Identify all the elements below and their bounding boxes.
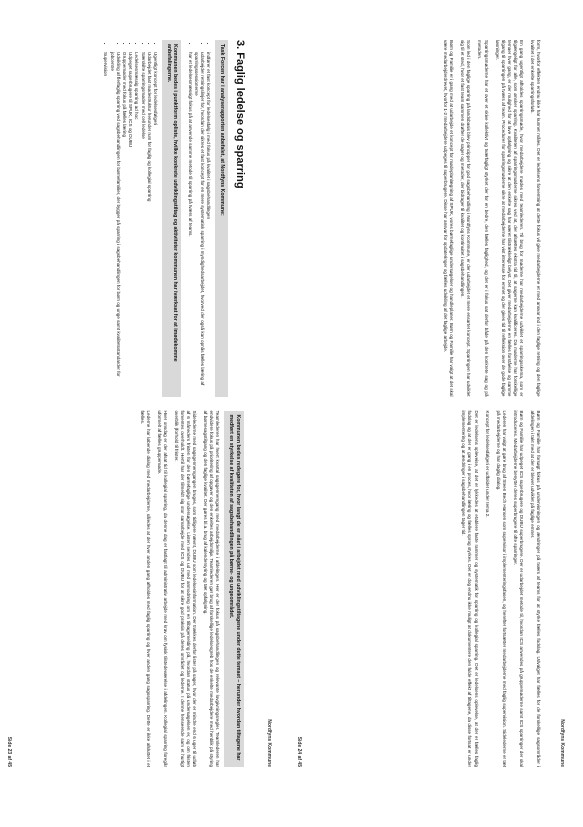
activity-bullet-list [102,40,158,397]
list-item: • Udpeget superbrugere til SPUK, ICS og DUBU [127,52,133,397]
list-item: • Udarbejdet fast mødestruktur herunder rum for faglig og kollegial sparring [146,52,152,397]
body-paragraph: En gang ugentligt afholdes sparringsmøde, hvor medarbejdere mødes med teamlederen. Til brug for møderne har medarbejderne udviklet et sparringsskema, som er tilgængeligt for alle, som ønsker sparring. Kvaliteten af sparringsmøderne sikres ved at, der afsættes ekstra tid til, at sagerne kan kvalificeres. Da møderne har forskellige temaer hver gang, er der mulighed for at lave opfølgning og sikre at den enkelte sag har været tilstrækkeligt belyst. Det giver medarbejderne en fælles forståelse og samme tilgang til sparringen på tværs af team. Procedurer for sparringsmøderne sikre at medarbejderne har vist interesse for emnet og der gives tid til refleksion over de gode faglige løsninger. [494,40,524,397]
list-item: • Ledelsesmæssig sparring ad hoc [133,52,139,397]
body-paragraph: Sparringsmøderne har et over et skive kollektivt og tværfagligt styrket der for en bedre, den fælles faglighed, og det er i fokus sat derfor både på den konkrete sag og på metoden. [477,40,489,397]
body-paragraph: Hver onsdag er der afsat tid til kollegial sparring, da denne dag er fastlagt til administrativ arbejde med krav om fysisk tilstedeværelse i afdelingen. Kollegial sparring foregår uformelt af fælles gruppemøde. [157,410,169,767]
list-item: • Udvikling af flerfaglig sparring ved sagsbehandlingen for børnefamilier, der bygger på sparring i sagsbehandlingen for børn og unge samt kvalitetsstandarder for jobcentre [109,52,121,397]
section-title: 3. Faglig ledelse og sparring [234,40,246,189]
right-page-column-1 [437,40,541,397]
body-paragraph: Sidelederne med sagsgennemgangen bruges, som tidligere nævnt, DUBU som ledelsesinformation. Der trækkes derfor lister på sager, hvor der er mindre end 6 uger til udløb af 6 måneders fristen for den børnefaglige undersøgelse. Listen sendes ud med anmodning om en tilbagemelding på, hvordan status på undersøgelsen er, og om fristen forventes overholdt. Hertil har der tilmeldt sig stor samarbejde med ICS og DUBU for at sikre god praksis på deres området og lederne. I denne henseende sam et hurtigt overblik (forhold til frister. [174,410,198,767]
body-paragraph: Børn og Familie er i gang med at udarbejde et koncept for mødeplanlægning af SPUK, vores børnefaglige undersøgelser og handleplaner. Børn og Familie har valgt at det skal være medarbejderdrevet, hvorfor 1-2 medarbejdere udpeges til superbrugere. Disse har ansvar for opdateringer og fælles udvikling af det faglige arbejde. [443,40,455,397]
list-item: • indfører et fast koncept for ledelsesfølg i med fokus på kvalitet i sagsbehandlingen [205,52,211,397]
body-paragraph: Børn og Familie har udpeget ICS superbrugere og DUBU superbrugere. Der er udarbejdet metode til, hvordan ICS anvendes på gruppemøderne samt ICS sparringer der skal introduceres. Medarbejderne benytter deres superbrugere til ofte sparringer. [512,410,524,767]
page-header-org: Nordfyns Kommune [559,719,565,767]
taskforce-bullet-list [187,40,212,397]
page-header-org: Nordfyns Kommune [266,719,272,767]
body-paragraph: Koncept for ledelsesfølgeri er udfoldet under tema 2. [484,410,490,518]
document-page-left [0,0,290,827]
body-paragraph: Det er ledelsens opleveise, at det er lykkedes at etablere faste rammer og systematik for sparring og kollegial sparring. Det er ledelsens oplevelse, at der er fælles faglig fodslag og at der er gang i en proces, hvor læring og fælles sprog styrkes. Det er dog endnu ikke muligt at dokumentere den fulde effekt af tiltagene, da disse fortsat er under implementering og at ændringer i sagsbehandlingen tager tid. [461,410,479,767]
taskforce-recommendation-label: Task Forcen har i analyserapporten anbefalet, at Nordfyns Kommune: [215,40,228,397]
body-paragraph: Lederne har løbende dialog med medarbejderne, således at der hver anden gang afholdes med faglig sparring og hver anden gang sagssparring. Dette er ikke afsluttet i et fælles. [139,410,151,767]
document-page-right [290,0,583,827]
list-item: • Særskilte sparringsmøder med cell ledelse [139,52,145,397]
page-number: Side 24 af 45 [296,736,302,767]
page-number: Side 23 af 45 [6,736,12,767]
right-page-column-2 [437,411,541,768]
list-item: • har et ledelsesmæssigt fokus på at anvende samme metode til sparring på tværs af teams. [187,52,193,397]
body-paragraph: Teamlederen har hvert kvartal sagsgennemgang med medarbejderne i afdelingen. Her er der fokus på sagsbehandlingen og relevante lovgivningsregler. Teamlederen har endvidere fokus på prioritering af opgaver og den enkeltes arbejdsmiljø. Teamlederen gør brug af forskellige ledelsesgreb hos de enkelte medarbejdere med henblik på styring af børnesagstilgang og den faglige kvalitet. Der gøres bl.a. brug af kalendersyring og tæt opfølgning. [203,410,221,767]
left-page-column-2 [97,411,248,768]
body-paragraph: Som led i den faglige sparring på landsbasis blev principper for god sagsbehandling i Nordfyns Kommune, er der udarbejdet et mere ensartet koncept. Sparringen har udviklet sig til et sted, hvor et fast team sammen drøfter de sager og metoder, der bidrager til kvalitet og kontinuitet i sagsbehandlingen. [460,40,472,397]
question-box-progress: Kommunen bedes redegøre for, hvor langt de er nået i arbejdet med udviklingstiltagene under dette temaet – herunder hvordan tiltagene har medført en styrkelse af kvaliteten af sagsbehandlingen på børne- og ungeområdet. [225,411,245,768]
list-item: • Supervision [102,52,108,397]
list-item: • Ugentligt koncept for ledelsesfølgeri [152,52,158,397]
body-paragraph: form, hvorfor effekten endnu ikke har kunnet måles. Det er ledelsens forventning at dette fokus vil give medarbejderne et med ansvar ind i den faglige retning og den faglige kvalitet i det enkelte sparringsforløb. [529,40,541,397]
list-item: • Gruppemøder med fokus på fælles læring [121,52,127,397]
body-paragraph: Lederen har valgt at gøre brug af Steen Bech Hansen som supervisor i implementeringsfasen, og herefter fortsætter medarbejderne med faglig supervision. Sidelederne er tæt på medarbejderne og har daglig dialog. [495,410,507,767]
body-paragraph: Børn og Familie har forsøgt fokus på undervisningen og ændringer på tværs af teams for at styrke fælles fodslag. Udvalget har fælles for de forskellige sagsområder i afdelingen i takt med at der er blevet udviklet på faglige emner. [529,410,541,767]
left-page-column-1 [97,40,248,397]
list-item: • udarbejder retningslinjer for, hvordan der sikres et fast koncept for en mere systematisk sparring i myndighedsarbejdet, hvorved der også kan opnås fælles læring af sparringssessionerne [193,52,205,397]
question-box-activities: Kommunen bedes i punktform oplistе, hvilke konkrete udviklingstiltag og aktiviteter kommunen har iværksat for at imødekomme anbefalingerne. [162,40,182,397]
